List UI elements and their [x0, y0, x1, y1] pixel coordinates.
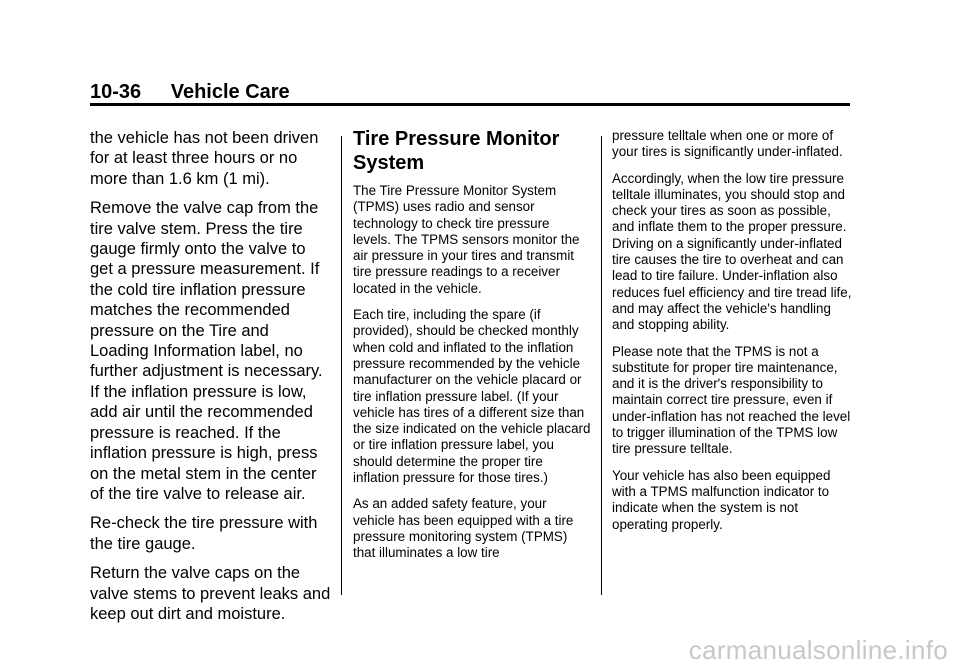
paragraph: Re-check the tire pressure with the tire gauge. — [90, 514, 318, 553]
paragraph: pressure telltale when one or more of your tires is significantly under-inflated. — [612, 128, 843, 160]
header-rule — [90, 103, 850, 106]
watermark-text: carmanualsonline.info — [688, 635, 948, 665]
section-title: Vehicle Care — [170, 81, 290, 103]
column-1 — [90, 128, 332, 633]
paragraph: Each tire, including the spare (if provided), should be checked monthly when cold and inflated to the inflation pressure recommended by the vehicle manufacturer on the vehicle placard or tire inflation pressure label. (If your vehicle has tires of a different size than the size indicated on the vehicle placard or tire inflation pressure label, you should determine the proper tire inflation pressure for those tires.) — [353, 307, 591, 486]
paragraph: As an added safety feature, your vehicle has been equipped with a tire pressure monitoring system (TPMS) that illuminates a low tire — [353, 496, 574, 561]
paragraph: Accordingly, when the low tire pressure telltale illuminates, you should stop and check your tires as soon as possible, and inflate them to the proper pressure. Driving on a significantly under-inflated tire causes the tire to overheat and can lead to tire failure. Under-inflation also reduces fuel efficiency and tire tread life, and may affect the vehicle's handling and stopping ability. — [612, 170, 852, 333]
column-divider — [601, 136, 602, 595]
page-number: 10-36 — [90, 81, 142, 103]
section-heading: Tire Pressure Monitor System — [353, 128, 560, 174]
paragraph: Your vehicle has also been equipped with a TPMS malfunction indicator to indicate when the system is not operating properly. — [612, 467, 831, 532]
paragraph: Please note that the TPMS is not a substitute for proper tire maintenance, and it is the driver's responsibility to maintain correct tire pressure, even if under-inflation has not reached the level to trigger illumination of the TPMS low tire pressure telltale. — [612, 343, 851, 457]
column-3 — [612, 128, 852, 543]
paragraph: The Tire Pressure Monitor System (TPMS) uses radio and sensor technology to check tire pressure levels. The TPMS sensors monitor the air pressure in your tires and transmit tire pressure readings to a receiver located in the vehicle. — [353, 183, 580, 296]
paragraph: Remove the valve cap from the tire valve stem. Press the tire gauge firmly onto the valve to get a pressure measurement. If the cold tire inflation pressure matches the recommended pressure on the Tire and Loading Information label, no further adjustment is necessary. If the inflation pressure is low, add air until the recommended pressure is reached. If the inflation pressure is high, press on the metal stem in the center of the tire valve to release air. — [90, 199, 323, 503]
page-header — [90, 80, 290, 104]
paragraph: Return the valve caps on the valve stems to prevent leaks and keep out dirt and moisture. — [90, 564, 331, 623]
paragraph: the vehicle has not been driven for at least three hours or no more than 1.6 km (1 mi). — [90, 129, 319, 188]
column-divider — [341, 136, 342, 595]
column-2 — [353, 128, 591, 572]
